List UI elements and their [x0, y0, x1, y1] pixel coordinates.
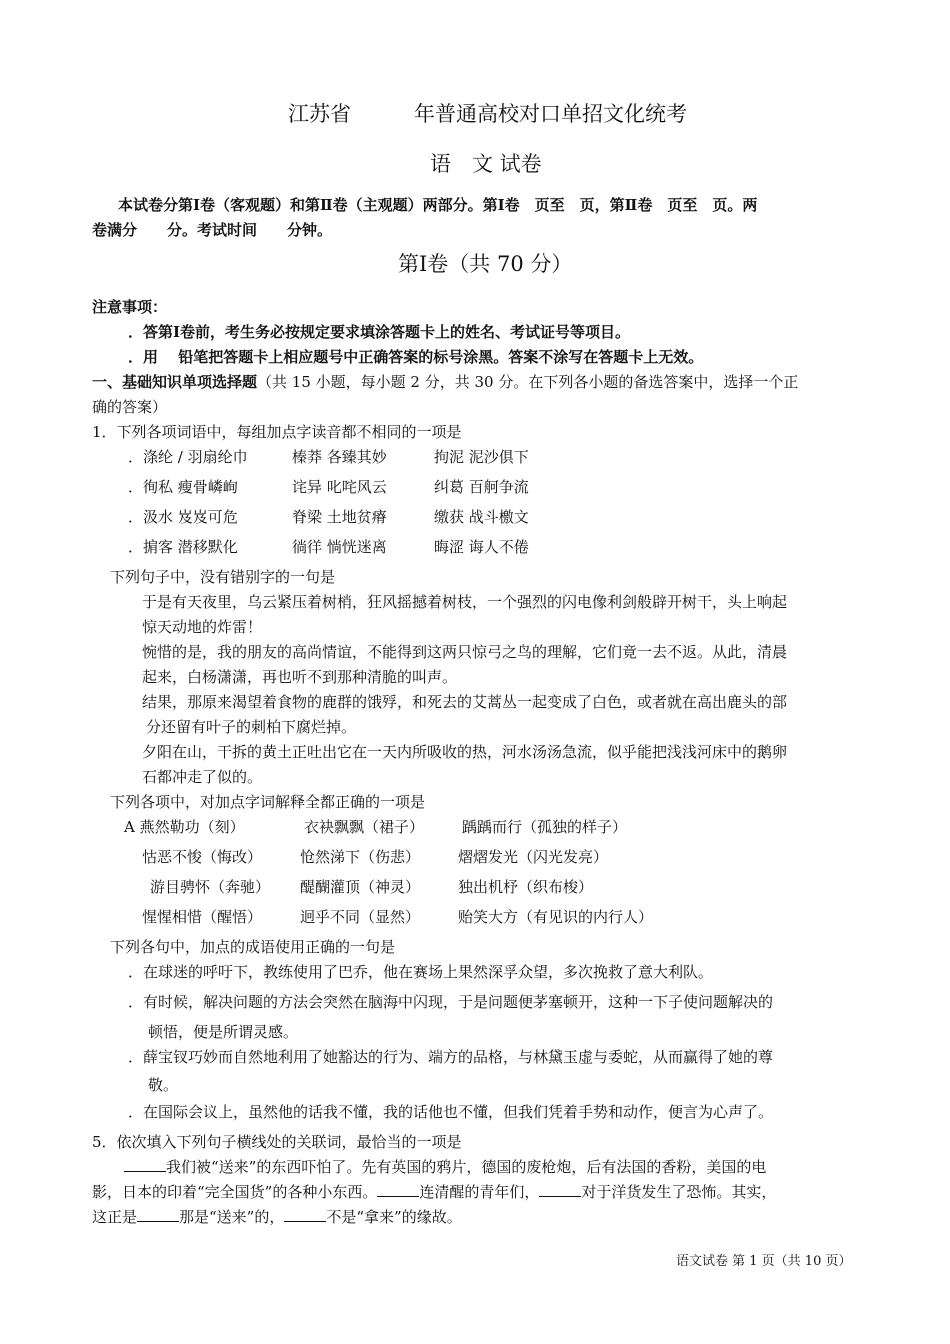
notice-item-2: ．用 铅笔把答题卡上相应题号中正确答案的标号涂黑。答案不涂写在答题卡上无效。 — [128, 348, 704, 366]
q3-row-b-col3: 熠熠发光（闪光发亮） — [458, 848, 609, 866]
part1-desc-2: 确的答案） — [92, 398, 168, 416]
intro-line-1: 本试卷分第Ⅰ卷（客观题）和第Ⅱ卷（主观题）两部分。第Ⅰ卷 页至 页，第Ⅱ卷 页至 页。两 — [118, 196, 758, 214]
q3-row-a-col3: 踽踽而行（孤独的样子） — [462, 818, 628, 836]
answer-blank — [124, 1157, 166, 1172]
q5-text: 不是“拿来”的缘故。 — [326, 1208, 462, 1226]
q1-opt-a-col1: ．涤纶 / 羽扇纶巾 — [128, 448, 248, 466]
q5-text: 对于洋货发生了恐怖。其实， — [581, 1183, 777, 1201]
q5-text: 那是“送来”的， — [179, 1208, 285, 1226]
q3-row-a-col1: A 燕然勒功（刻） — [124, 818, 245, 836]
q3-row-c-col3: 独出机杼（织布梭） — [458, 878, 594, 896]
q2-line: 石都冲走了似的。 — [142, 768, 263, 786]
q5-text: 这正是 — [92, 1208, 138, 1226]
q2-line: 惋惜的是，我的朋友的高尚情谊，不能得到这两只惊弓之鸟的理解，它们竟一去不返。从此，清晨 — [142, 643, 788, 661]
q4-line: ．在国际会议上，虽然他的话我不懂，我的话他也不懂，但我们凭着手势和动作，便言为心声了。 — [128, 1103, 774, 1121]
page-subtitle: 语 文 试卷 — [430, 152, 542, 176]
q2-line: 分还留有叶子的刺柏下腐烂掉。 — [146, 718, 357, 736]
intro-line-2: 卷满分 分。考试时间 分钟。 — [92, 221, 333, 239]
part1-title: 一、基础知识单项选择题 — [92, 373, 258, 391]
q3-row-d-col1: 惺惺相惜（醒悟） — [142, 908, 263, 926]
q1-opt-c-col1: ．汲水 岌岌可危 — [128, 508, 238, 526]
q1-opt-b-col2: 诧异 叱咤风云 — [292, 478, 387, 496]
part1-heading — [92, 371, 798, 392]
q3-row-d-col3: 贻笑大方（有见识的内行人） — [458, 908, 654, 926]
q5-stem: 5．依次填入下列句子横线处的关联词，最恰当的一项是 — [92, 1133, 462, 1151]
q4-stem: 下列各句中，加点的成语使用正确的一句是 — [110, 938, 396, 956]
q1-opt-d-col1: ．掮客 潜移默化 — [128, 538, 238, 556]
q4-line: ．薛宝钗巧妙而自然地利用了她豁达的行为、端方的品格，与林黛玉虚与委蛇，从而赢得了她的尊 — [128, 1048, 774, 1066]
q1-opt-d-col2: 徜徉 惝恍迷离 — [292, 538, 387, 556]
answer-blank — [539, 1182, 581, 1197]
part1-desc: （共 15 小题，每小题 2 分，共 30 分。在下列各小题的备选答案中，选择一个正 — [257, 373, 799, 391]
notice-label: 注意事项： — [92, 298, 168, 316]
answer-blank — [284, 1207, 326, 1222]
q3-stem: 下列各项中，对加点字词解释全都正确的一项是 — [110, 793, 426, 811]
q5-text: 影，日本的印着“完全国货”的各种小东西。 — [92, 1183, 378, 1201]
q3-row-b-col1: 怙恶不悛（悔改） — [142, 848, 263, 866]
notice-item-1: ．答第Ⅰ卷前，考生务必按规定要求填涂答题卡上的姓名、考试证号等项目。 — [128, 323, 631, 341]
q1-opt-c-col3: 缴获 战斗檄文 — [434, 508, 529, 526]
section-title: 第Ⅰ卷（共 70 分） — [398, 252, 573, 276]
q2-line: 惊天动地的炸雷！ — [142, 618, 263, 636]
q4-line: ．在球迷的呼吁下，教练使用了巴乔，他在赛场上果然深孚众望，多次挽救了意大利队。 — [128, 963, 714, 981]
q2-line: 结果，那原来渴望着食物的鹿群的饿殍，和死去的艾蒿丛一起变成了白色，或者就在高出鹿头的部 — [142, 693, 788, 711]
q4-line: 顿悟，便是所谓灵感。 — [148, 1023, 299, 1041]
q1-opt-b-col1: ．徇私 瘦骨嶙峋 — [128, 478, 238, 496]
q1-opt-d-col3: 晦涩 诲人不倦 — [434, 538, 529, 556]
q5-text: 我们被“送来”的东西吓怕了。先有英国的鸦片，德国的废枪炮，后有法国的香粉，美国的电 — [166, 1158, 767, 1176]
q3-row-c-col1: 游目骋怀（奔驰） — [150, 878, 271, 896]
q1-opt-a-col2: 榛莽 各臻其妙 — [292, 448, 387, 466]
q5-text: 连清醒的青年们， — [419, 1183, 540, 1201]
q1-opt-b-col3: 纠葛 百舸争流 — [434, 478, 529, 496]
page-title: 江苏省 年普通高校对口单招文化统考 — [288, 102, 687, 126]
q2-line: 起来，白杨潇潇，再也听不到那种清脆的叫声。 — [142, 668, 458, 686]
answer-blank — [377, 1182, 419, 1197]
q2-stem: 下列句子中，没有错别字的一句是 — [110, 568, 336, 586]
q1-opt-a-col3: 拘泥 泥沙俱下 — [434, 448, 529, 466]
q3-row-a-col2: 衣袂飘飘（裙子） — [304, 818, 425, 836]
q3-row-d-col2: 迥乎不同（显然） — [300, 908, 421, 926]
q5-line-1 — [124, 1156, 766, 1177]
q3-row-b-col2: 怆然涕下（伤悲） — [300, 848, 421, 866]
q1-opt-c-col2: 脊梁 土地贫瘠 — [292, 508, 387, 526]
page-footer: 语文试卷 第 1 页（共 10 页） — [676, 1254, 852, 1269]
q5-line-2 — [92, 1181, 776, 1202]
answer-blank — [137, 1207, 179, 1222]
q4-line: ．有时候，解决问题的方法会突然在脑海中闪现，于是问题便茅塞顿开，这种一下子使问题解决的 — [128, 993, 774, 1011]
q3-row-c-col2: 醍醐灌顶（神灵） — [300, 878, 421, 896]
q2-line: 于是有天夜里，乌云紧压着树梢，狂风摇撼着树枝，一个强烈的闪电像利剑般辟开树干，头上响起 — [142, 593, 788, 611]
q5-line-3 — [92, 1206, 462, 1227]
q4-line: 敬。 — [148, 1076, 179, 1094]
q2-line: 夕阳在山，干拆的黄土正吐出它在一天内所吸收的热，河水汤汤急流，似乎能把浅浅河床中的鹅卵 — [142, 743, 788, 761]
q1-stem: 1．下列各项词语中，每组加点字读音都不相同的一项是 — [92, 423, 462, 441]
